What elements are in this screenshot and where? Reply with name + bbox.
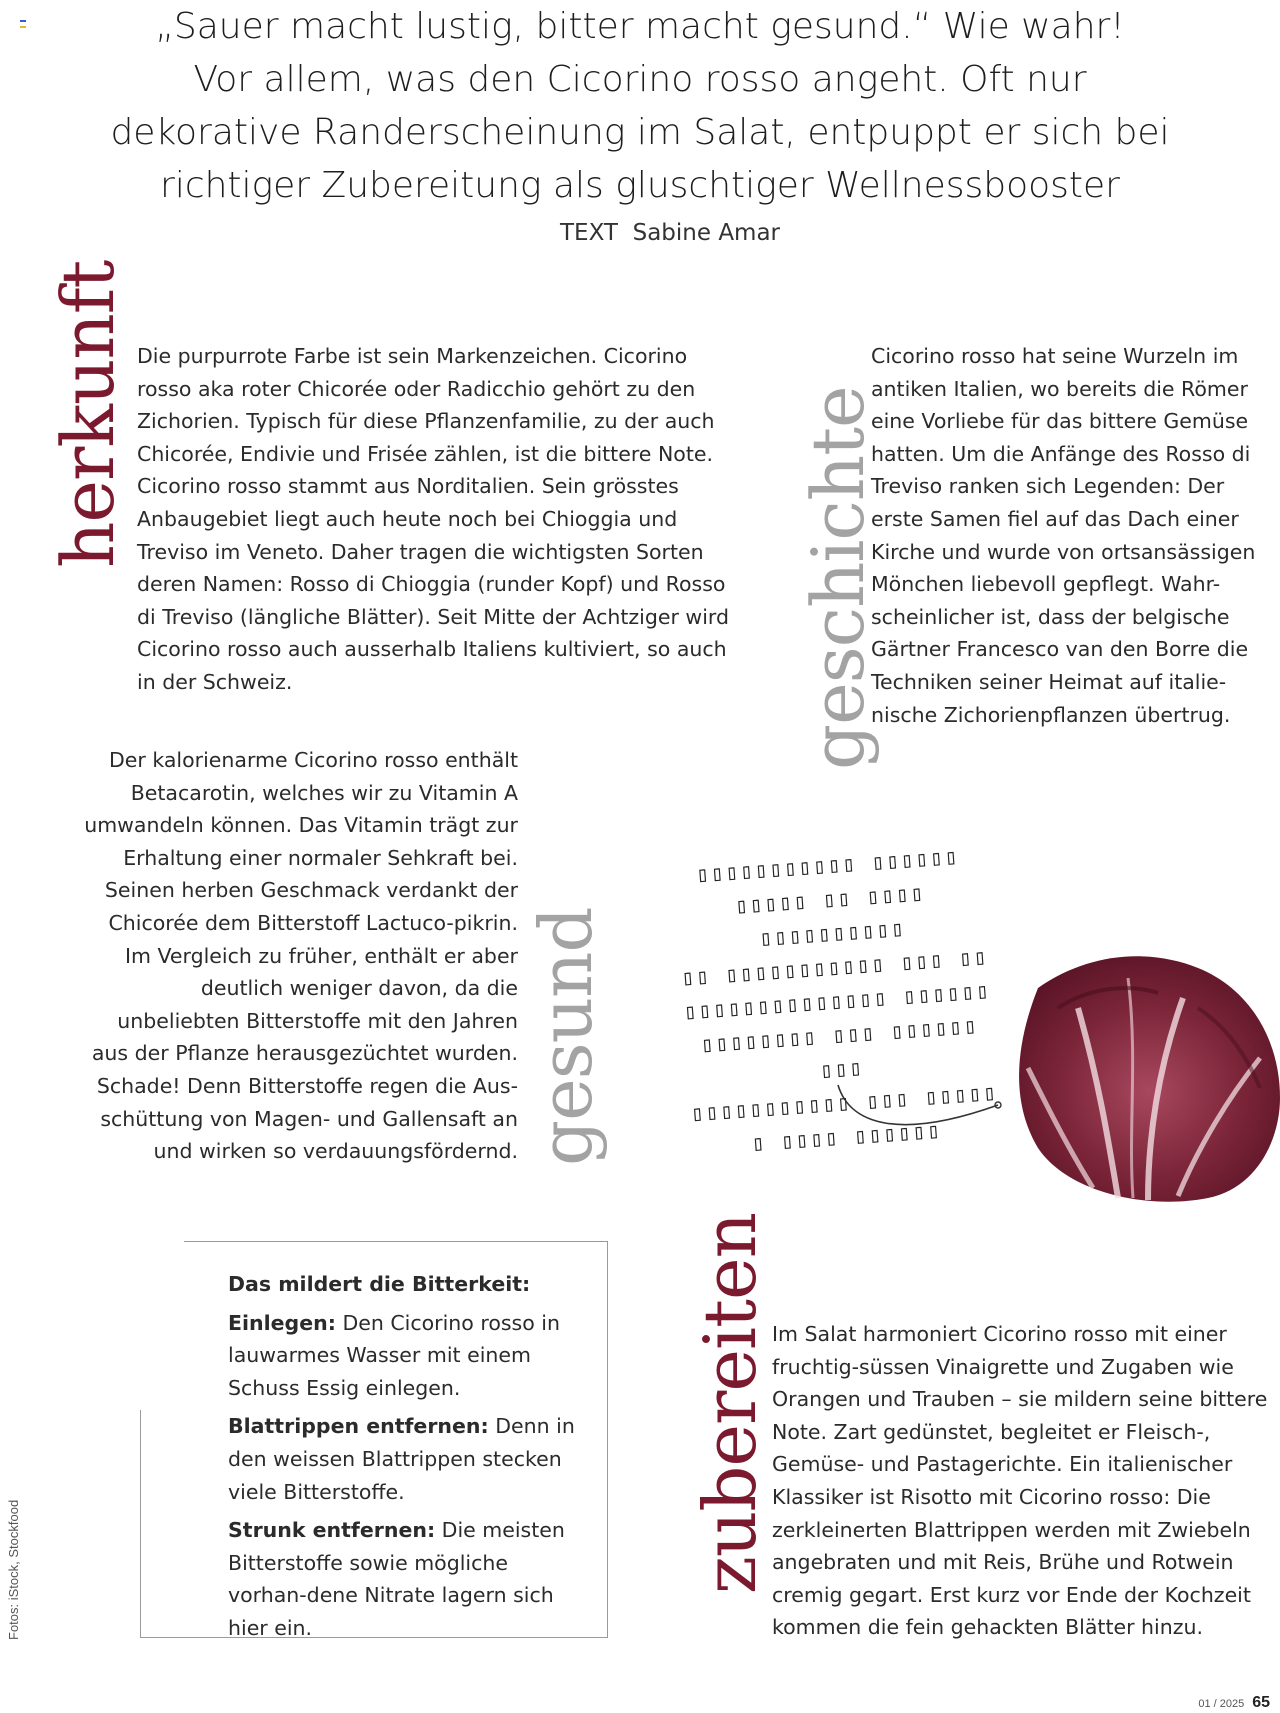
heading-gesund: gesund	[524, 907, 608, 1166]
note-line: ▯▯ ▯▯▯▯▯▯▯▯▯▯▯ ▯▯▯ ▯▯	[680, 944, 990, 990]
intro-line: richtiger Zubereitung als gluschtiger Wellnessbooster	[160, 165, 1120, 206]
byline-label: TEXT	[559, 220, 618, 246]
byline-author: Sabine Amar	[632, 220, 781, 246]
note-line: ▯▯▯▯▯▯▯▯▯▯▯ ▯▯▯▯▯▯	[695, 844, 961, 887]
tip-label: Einlegen:	[228, 1310, 336, 1335]
tip-text: Die meisten Bitterstoffe sowie mögliche vorhan-dene Nitrate lagern sich hier ein.	[228, 1518, 565, 1640]
tip-item	[228, 1514, 588, 1644]
heading-zubereiten: zubereiten	[688, 1213, 772, 1594]
radicchio-illustration	[998, 948, 1280, 1210]
note-line: ▯▯▯▯▯▯▯▯▯▯▯ ▯▯▯ ▯▯▯▯▯	[690, 1080, 999, 1126]
intro-lead	[110, 0, 1170, 212]
tip-label: Strunk entfernen:	[228, 1518, 436, 1543]
note-line: ▯ ▯▯▯▯ ▯▯▯▯▯▯	[750, 1118, 943, 1156]
pointer-line	[830, 1080, 1010, 1140]
tip-item	[228, 1410, 588, 1508]
note-line: ▯▯▯▯▯ ▯▯ ▯▯▯▯ ▯▯▯▯▯▯▯▯▯▯	[734, 880, 926, 951]
tips-title: Das mildert die Bitterkeit:	[228, 1272, 531, 1296]
byline	[0, 220, 1280, 246]
note-line: ▯▯▯▯▯▯▯▯▯▯▯▯▯▯ ▯▯▯▯▯▯	[683, 978, 992, 1024]
box-border-left	[140, 1410, 141, 1638]
text-zubereiten: Im Salat harmoniert Cicorino rosso mit einer fruchtig-süssen Vinaigrette und Zugaben wie Orangen und Trauben – sie mildern seine bittere Note. Zart gedünstet, begleitet er Fleisch-, Gemüse- und Pastagerichte. Ein italienischer Klassiker ist Risotto mit Cicorino rosso: Die zerkleinerten Blattrippen werden mit Zwiebeln angebraten und mit Reis, Brühe und Rotwein cremig gegart. Erst kurz vor Ende der Kochzeit kommen die fein gehackten Blätter hinzu.	[772, 1322, 1268, 1640]
tip-text: Denn in den weissen Blattrippen stecken viele Bitterstoffe.	[228, 1414, 575, 1504]
intro-line: dekorative Randerscheinung im Salat, entpuppt er sich bei	[110, 112, 1170, 153]
tip-text: Den Cicorino rosso in lauwarmes Wasser mit einem Schuss Essig einlegen.	[228, 1310, 560, 1400]
box-border-top	[184, 1241, 608, 1242]
intro-line: „Sauer macht lustig, bitter macht gesund.“ Wie wahr!	[155, 6, 1125, 47]
box-border-right	[607, 1241, 608, 1638]
note-line: ▯▯▯▯▯▯▯▯ ▯▯▯ ▯▯▯▯▯▯ ▯▯▯	[700, 1013, 980, 1083]
text-gesund: Der kalorienarme Cicorino rosso enthält Betacarotin, welches wir zu Vitamin A umwandeln können. Das Vitamin trägt zur Erhaltung einer normaler Sehkraft bei. Seinen herben Geschmack verdankt der Chicorée dem Bitterstoff Lactuco-pikrin. Im Vergleich zu früher, enthält er aber deutlich weniger davon, da die unbeliebten Bitterstoffe mit den Jahren aus der Pflanze herausgezüchtet wurden. Schade! Denn Bitterstoffe regen die Aus-schüttung von Magen- und Gallensaft an und wirken so verdauungsfördernd.	[84, 748, 518, 1164]
tip-label: Blattrippen entfernen:	[228, 1414, 489, 1439]
folio	[1198, 1694, 1270, 1712]
page-number: 65	[1252, 1694, 1270, 1711]
tips-box	[228, 1268, 588, 1651]
intro-line: Vor allem, was den Cicorino rosso angeht. Oft nur	[193, 59, 1087, 100]
issue-number: 01 / 2025	[1198, 1698, 1245, 1710]
heading-herkunft: herkunft	[46, 260, 130, 568]
photo-credit: Fotos: iStock, Stockfood	[6, 1499, 21, 1640]
text-geschichte: Cicorino rosso hat seine Wurzeln im antiken Italien, wo bereits die Römer eine Vorliebe für das bittere Gemüse hatten. Um die Anfänge des Rosso di Treviso ranken sich Legenden: Der erste Samen fiel auf das Dach einer Kirche und wurde von ortsansässigen Mönchen liebevoll gepflegt. Wahr-scheinlicher ist, dass der belgische Gärtner Francesco van den Borre die Techniken seiner Heimat auf italie-nische Zichorienpflanzen übertrug.	[871, 344, 1256, 727]
heading-geschichte: geschichte	[796, 386, 880, 770]
tip-item	[228, 1307, 588, 1405]
text-herkunft: Die purpurrote Farbe ist sein Markenzeichen. Cicorino rosso aka roter Chicorée oder Radicchio gehört zu den Zichorien. Typisch für diese Pflanzenfamilie, zu der auch Chicorée, Endivie und Frisée zählen, ist die bittere Note. Cicorino rosso stammt aus Norditalien. Sein grösstes Anbaugebiet liegt auch heute noch bei Chioggia und Treviso im Veneto. Daher tragen die wichtigsten Sorten deren Namen: Rosso di Chioggia (runder Kopf) und Rosso di Treviso (längliche Blätter). Seit Mitte der Achtziger wird Cicorino rosso auch ausserhalb Italiens kultiviert, so auch in der Schweiz.	[137, 344, 729, 694]
color-marker	[20, 20, 26, 28]
